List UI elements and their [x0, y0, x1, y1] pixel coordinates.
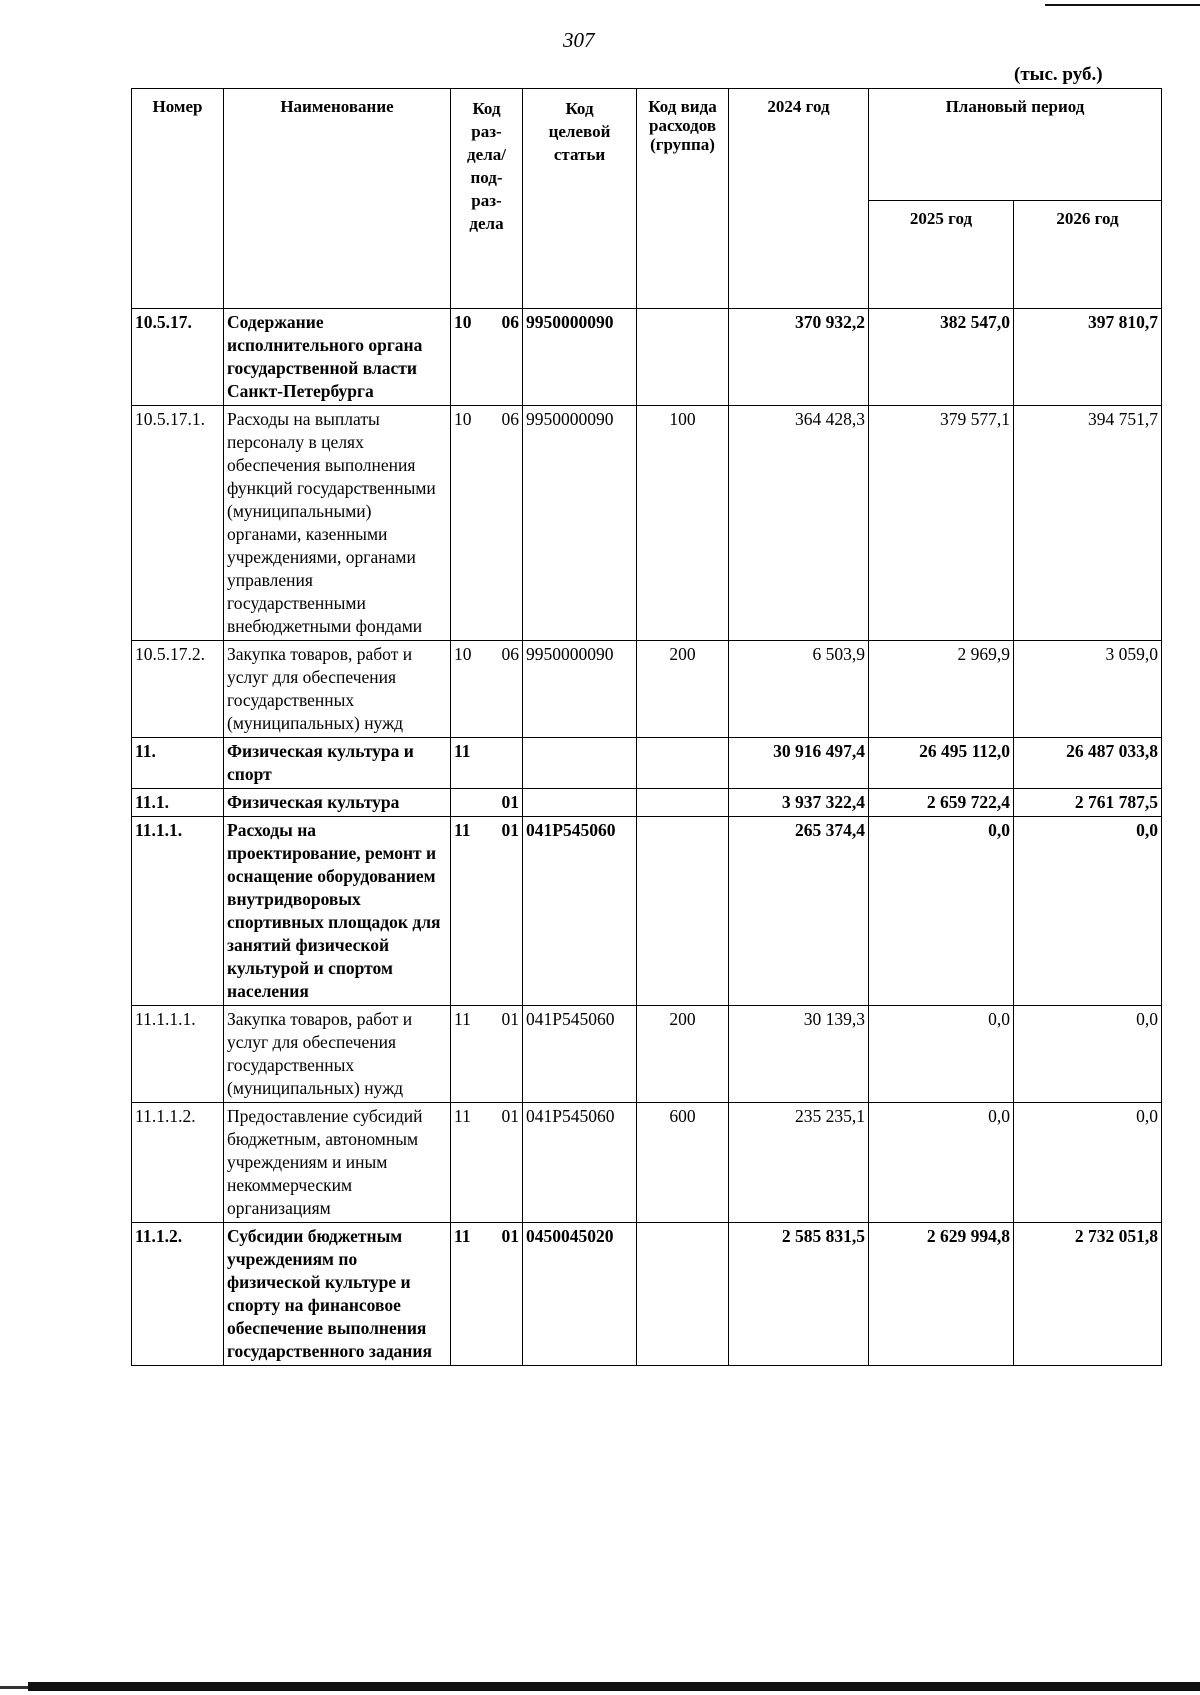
row-name: Предоставление субсидий бюджетным, автономным учреждениям и иным некоммерческим организациям	[224, 1103, 451, 1223]
row-amount-2024: 3 937 322,4	[729, 789, 869, 817]
row-number: 11.1.	[132, 789, 224, 817]
table-row	[132, 817, 1162, 1006]
row-section-code	[451, 406, 523, 641]
units-label: (тыс. руб.)	[1014, 64, 1103, 85]
row-name: Субсидии бюджетным учреждениям по физической культуре и спорту на финансовое обеспечение выполнения государственного задания	[224, 1223, 451, 1366]
row-section: 11	[454, 1226, 471, 1246]
row-subsection: 01	[501, 792, 519, 812]
row-amount-2026: 397 810,7	[1014, 309, 1162, 406]
row-number: 11.1.1.	[132, 817, 224, 1006]
row-name: Расходы на выплаты персоналу в целях обеспечения выполнения функций государственными (муниципальными) органами, казенными учреждениями, органами управления государственными внебюджетными фондами	[224, 406, 451, 641]
row-amount-2025: 0,0	[869, 817, 1014, 1006]
row-section-code	[451, 1103, 523, 1223]
row-amount-2025: 2 969,9	[869, 641, 1014, 738]
header-target-code: Код целевой статьи	[523, 89, 637, 309]
row-expense-group: 200	[637, 641, 729, 738]
row-target-code: 041P545060	[523, 817, 637, 1006]
page-number: 307	[563, 28, 595, 52]
row-section-code	[451, 817, 523, 1006]
row-amount-2024: 265 374,4	[729, 817, 869, 1006]
row-section: 10	[454, 644, 472, 664]
row-section: 11	[454, 820, 471, 840]
row-section-code	[451, 789, 523, 817]
row-amount-2024: 364 428,3	[729, 406, 869, 641]
row-target-code: 0450045020	[523, 1223, 637, 1366]
row-expense-group	[637, 738, 729, 789]
row-section-code	[451, 1006, 523, 1103]
row-section: 10	[454, 312, 472, 332]
row-section: 10	[454, 409, 472, 429]
row-name: Расходы на проектирование, ремонт и оснащение оборудованием внутридворовых спортивных площадок для занятий физической культурой и спортом населения	[224, 817, 451, 1006]
row-target-code: 9950000090	[523, 406, 637, 641]
row-expense-group	[637, 1223, 729, 1366]
header-expense-group: Код вида расходов (группа)	[637, 89, 729, 309]
row-amount-2025: 2 629 994,8	[869, 1223, 1014, 1366]
table-row	[132, 1103, 1162, 1223]
row-number: 11.1.2.	[132, 1223, 224, 1366]
row-name: Содержание исполнительного органа государственной власти Санкт-Петербурга	[224, 309, 451, 406]
header-number: Номер	[132, 89, 224, 309]
row-number: 11.1.1.1.	[132, 1006, 224, 1103]
row-subsection: 01	[501, 1009, 519, 1029]
budget-table	[131, 88, 1162, 1366]
row-target-code: 9950000090	[523, 641, 637, 738]
table-row	[132, 1223, 1162, 1366]
row-subsection: 06	[501, 644, 519, 664]
row-amount-2026: 26 487 033,8	[1014, 738, 1162, 789]
row-target-code: 041P545060	[523, 1103, 637, 1223]
row-amount-2026: 2 761 787,5	[1014, 789, 1162, 817]
header-name: Наименование	[224, 89, 451, 309]
row-subsection: 06	[501, 409, 519, 429]
row-amount-2025: 0,0	[869, 1006, 1014, 1103]
row-amount-2026: 0,0	[1014, 1006, 1162, 1103]
row-expense-group: 200	[637, 1006, 729, 1103]
row-amount-2026: 394 751,7	[1014, 406, 1162, 641]
row-expense-group: 100	[637, 406, 729, 641]
row-target-code	[523, 738, 637, 789]
row-target-code: 041P545060	[523, 1006, 637, 1103]
row-expense-group: 600	[637, 1103, 729, 1223]
table-row	[132, 309, 1162, 406]
row-section: 11	[454, 741, 471, 761]
row-number: 11.	[132, 738, 224, 789]
table-row	[132, 789, 1162, 817]
header-2024: 2024 год	[729, 89, 869, 309]
row-subsection: 01	[501, 820, 519, 840]
row-name: Физическая культура	[224, 789, 451, 817]
table-row	[132, 1006, 1162, 1103]
row-section-code	[451, 1223, 523, 1366]
row-name: Закупка товаров, работ и услуг для обеспечения государственных (муниципальных) нужд	[224, 1006, 451, 1103]
row-expense-group	[637, 309, 729, 406]
row-amount-2024: 2 585 831,5	[729, 1223, 869, 1366]
row-subsection: 01	[501, 1226, 519, 1246]
row-name: Физическая культура и спорт	[224, 738, 451, 789]
row-section-code	[451, 738, 523, 789]
row-number: 10.5.17.2.	[132, 641, 224, 738]
row-section-code	[451, 309, 523, 406]
row-amount-2025: 379 577,1	[869, 406, 1014, 641]
header-2026: 2026 год	[1014, 200, 1162, 308]
header-2025: 2025 год	[869, 200, 1014, 308]
row-subsection: 06	[501, 312, 519, 332]
row-amount-2025: 2 659 722,4	[869, 789, 1014, 817]
top-right-rule	[1045, 4, 1200, 6]
row-amount-2026: 0,0	[1014, 817, 1162, 1006]
row-expense-group	[637, 789, 729, 817]
row-expense-group	[637, 817, 729, 1006]
row-number: 10.5.17.	[132, 309, 224, 406]
row-target-code	[523, 789, 637, 817]
row-subsection: 01	[501, 1106, 519, 1126]
table-row	[132, 641, 1162, 738]
header-section-code: Код раз- дела/ под- раз- дела	[451, 89, 523, 309]
scan-bottom-band	[28, 1682, 1200, 1691]
row-number: 11.1.1.2.	[132, 1103, 224, 1223]
row-name: Закупка товаров, работ и услуг для обеспечения государственных (муниципальных) нужд	[224, 641, 451, 738]
row-amount-2026: 0,0	[1014, 1103, 1162, 1223]
row-amount-2025: 0,0	[869, 1103, 1014, 1223]
header-plan-period: Плановый период	[869, 89, 1162, 201]
row-amount-2025: 382 547,0	[869, 309, 1014, 406]
row-amount-2026: 2 732 051,8	[1014, 1223, 1162, 1366]
row-amount-2024: 30 916 497,4	[729, 738, 869, 789]
row-section: 11	[454, 1106, 471, 1126]
row-amount-2024: 30 139,3	[729, 1006, 869, 1103]
row-amount-2025: 26 495 112,0	[869, 738, 1014, 789]
row-section-code	[451, 641, 523, 738]
row-number: 10.5.17.1.	[132, 406, 224, 641]
row-section: 11	[454, 1009, 471, 1029]
row-amount-2024: 6 503,9	[729, 641, 869, 738]
row-target-code: 9950000090	[523, 309, 637, 406]
table-row	[132, 406, 1162, 641]
table-row	[132, 738, 1162, 789]
row-amount-2026: 3 059,0	[1014, 641, 1162, 738]
row-amount-2024: 235 235,1	[729, 1103, 869, 1223]
row-amount-2024: 370 932,2	[729, 309, 869, 406]
